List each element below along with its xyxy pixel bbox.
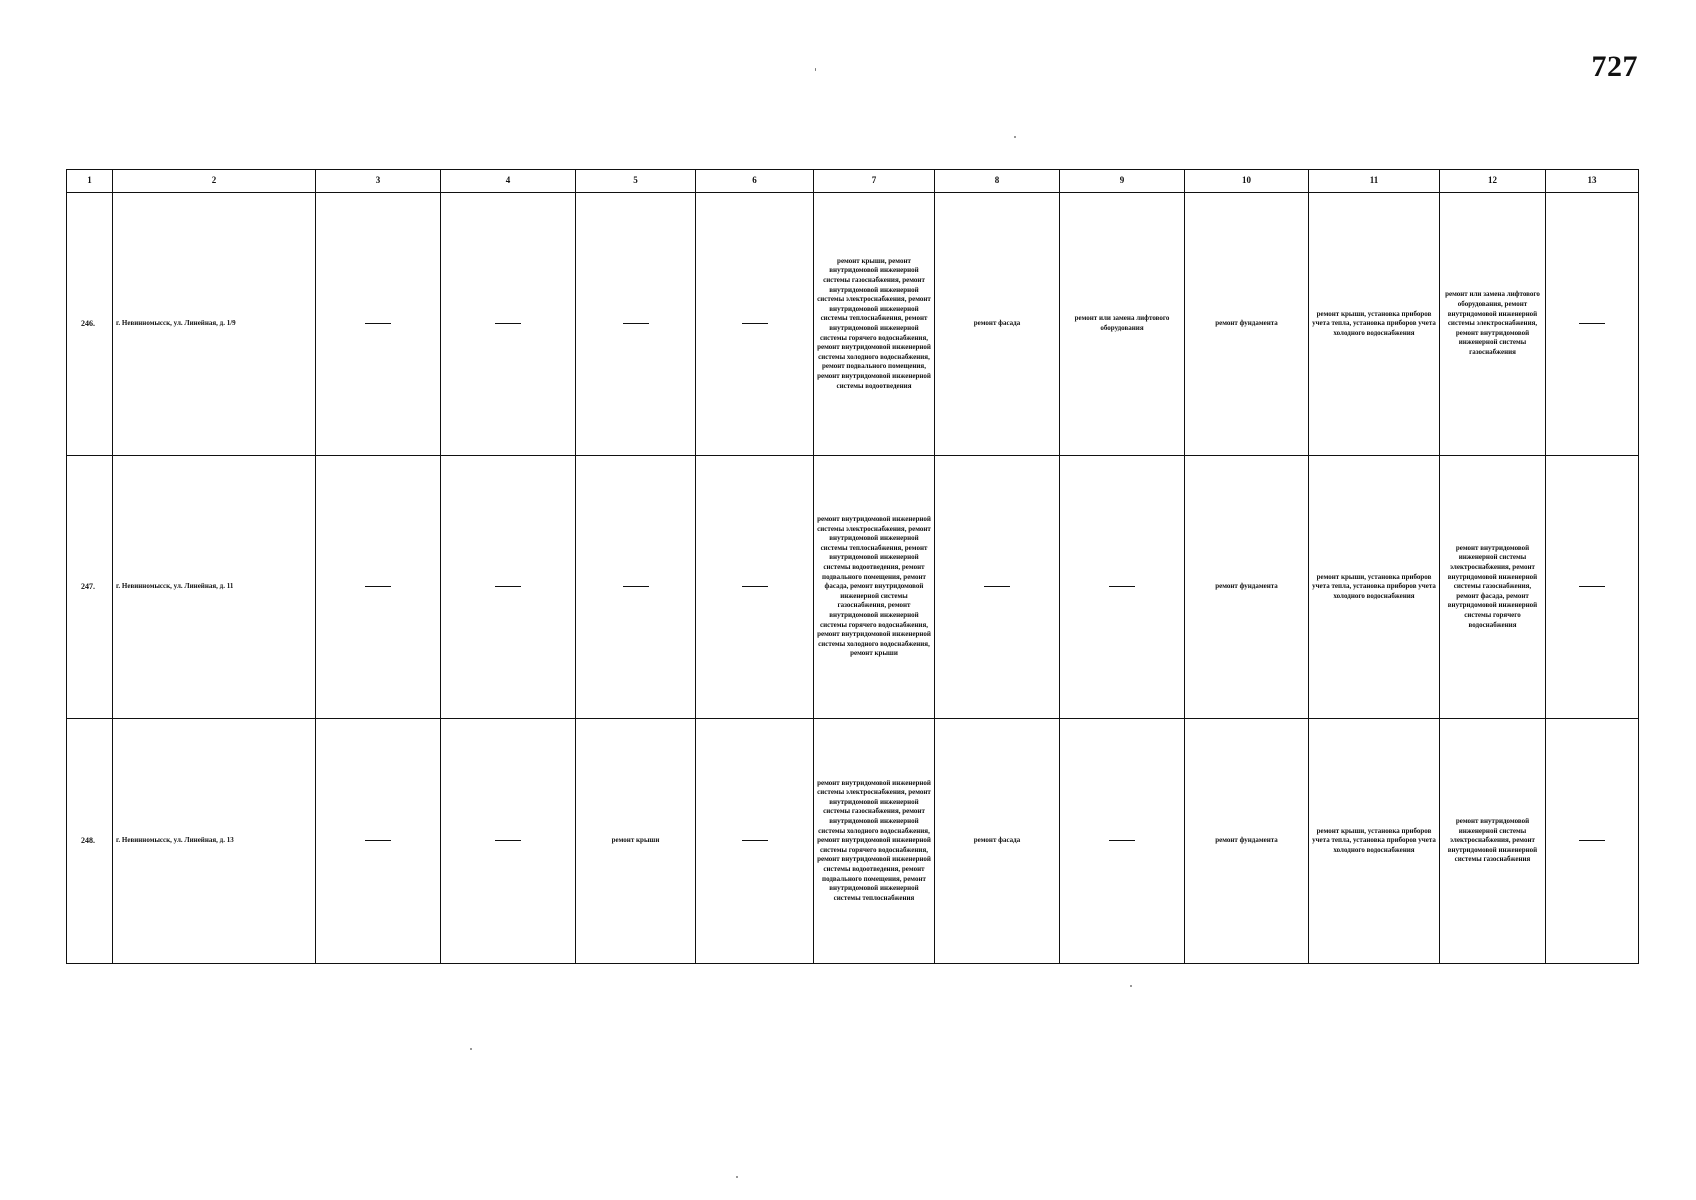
header-row (67, 170, 1639, 193)
cell-col8 (935, 456, 1060, 719)
empty-dash (1109, 840, 1135, 841)
cell-col13 (1546, 719, 1639, 964)
cell-col6 (696, 719, 814, 964)
scan-speck (815, 68, 816, 71)
address-cell: г. Невинномысск, ул. Линейная, д. 1/9 (113, 193, 316, 456)
table-row (67, 193, 1639, 456)
empty-dash (495, 840, 521, 841)
cell-col10: ремонт фундамента (1185, 456, 1309, 719)
cell-col9: ремонт или замена лифтового оборудования (1060, 193, 1185, 456)
column-header: 1 (67, 170, 113, 193)
cell-col8: ремонт фасада (935, 719, 1060, 964)
address-cell: г. Невинномысск, ул. Линейная, д. 13 (113, 719, 316, 964)
cell-col6 (696, 193, 814, 456)
cell-col5: ремонт крыши (576, 719, 696, 964)
empty-dash (742, 586, 768, 587)
column-header: 9 (1060, 170, 1185, 193)
cell-col13 (1546, 456, 1639, 719)
empty-dash (495, 586, 521, 587)
scan-speck (1130, 985, 1132, 987)
column-header: 10 (1185, 170, 1309, 193)
cell-col4 (441, 719, 576, 964)
empty-dash (365, 840, 391, 841)
empty-dash (623, 586, 649, 587)
table-row (67, 456, 1639, 719)
cell-col3 (316, 456, 441, 719)
cell-col3 (316, 193, 441, 456)
scan-speck (470, 1048, 472, 1050)
table-row (67, 719, 1639, 964)
empty-dash (623, 323, 649, 324)
column-header: 2 (113, 170, 316, 193)
cell-col12: ремонт внутридомовой инженерной системы электроснабжения, ремонт внутридомовой инженерной системы газоснабжения, ремонт фасада, ремонт внутридомовой инженерной системы горячего водоснабжения (1440, 456, 1546, 719)
column-header: 4 (441, 170, 576, 193)
cell-col5 (576, 456, 696, 719)
page-number: 727 (1591, 50, 1638, 83)
cell-col5 (576, 193, 696, 456)
cell-col4 (441, 193, 576, 456)
empty-dash (1579, 840, 1605, 841)
cell-col12: ремонт внутридомовой инженерной системы электроснабжения, ремонт внутридомовой инженерной системы газоснабжения (1440, 719, 1546, 964)
cell-col4 (441, 456, 576, 719)
empty-dash (742, 840, 768, 841)
row-number: 247. (67, 456, 113, 719)
cell-col7: ремонт внутридомовой инженерной системы электроснабжения, ремонт внутридомовой инженерной системы теплоснабжения, ремонт внутридомовой инженерной системы водоотведения, ремонт подвального помещения, ремонт фасада, ремонт внутридомовой инженерной системы газоснабжения, ремонт внутридомовой инженерной системы горячего водоснабжения, ремонт внутридомовой инженерной системы холодного водоснабжения, ремонт крыши (814, 456, 935, 719)
cell-col8: ремонт фасада (935, 193, 1060, 456)
empty-dash (495, 323, 521, 324)
capital-repair-table (66, 169, 1639, 964)
cell-col10: ремонт фундамента (1185, 193, 1309, 456)
column-header: 13 (1546, 170, 1639, 193)
empty-dash (742, 323, 768, 324)
empty-dash (1109, 586, 1135, 587)
column-header: 5 (576, 170, 696, 193)
cell-col13 (1546, 193, 1639, 456)
scan-speck (736, 1176, 738, 1178)
column-header: 8 (935, 170, 1060, 193)
empty-dash (1579, 586, 1605, 587)
cell-col7: ремонт крыши, ремонт внутридомовой инженерной системы газоснабжения, ремонт внутридомовой инженерной системы электроснабжения, ремонт внутридомовой инженерной системы теплоснабжения, ремонт внутридомовой инженерной системы горячего водоснабжения, ремонт внутридомовой инженерной системы холодного водоснабжения, ремонт подвального помещения, ремонт внутридомовой инженерной системы водоотведения (814, 193, 935, 456)
cell-col11: ремонт крыши, установка приборов учета тепла, установка приборов учета холодного водоснабжения (1309, 456, 1440, 719)
cell-col9 (1060, 719, 1185, 964)
empty-dash (365, 586, 391, 587)
cell-col6 (696, 456, 814, 719)
row-number: 248. (67, 719, 113, 964)
empty-dash (984, 586, 1010, 587)
cell-col11: ремонт крыши, установка приборов учета тепла, установка приборов учета холодного водоснабжения (1309, 193, 1440, 456)
cell-col7: ремонт внутридомовой инженерной системы электроснабжения, ремонт внутридомовой инженерной системы газоснабжения, ремонт внутридомовой инженерной системы холодного водоснабжения, ремонт внутридомовой инженерной системы горячего водоснабжения, ремонт внутридомовой инженерной системы водоотведения, ремонт подвального помещения, ремонт внутридомовой инженерной системы теплоснабжения (814, 719, 935, 964)
cell-col12: ремонт или замена лифтового оборудования, ремонт внутридомовой инженерной системы электроснабжения, ремонт внутридомовой инженерной системы газоснабжения (1440, 193, 1546, 456)
column-header: 12 (1440, 170, 1546, 193)
address-cell: г. Невинномысск, ул. Линейная, д. 11 (113, 456, 316, 719)
cell-col3 (316, 719, 441, 964)
column-header: 7 (814, 170, 935, 193)
empty-dash (365, 323, 391, 324)
scan-speck (1014, 136, 1016, 138)
empty-dash (1579, 323, 1605, 324)
cell-col9 (1060, 456, 1185, 719)
row-number: 246. (67, 193, 113, 456)
column-header: 3 (316, 170, 441, 193)
cell-col11: ремонт крыши, установка приборов учета тепла, установка приборов учета холодного водоснабжения (1309, 719, 1440, 964)
cell-col10: ремонт фундамента (1185, 719, 1309, 964)
column-header: 11 (1309, 170, 1440, 193)
column-header: 6 (696, 170, 814, 193)
